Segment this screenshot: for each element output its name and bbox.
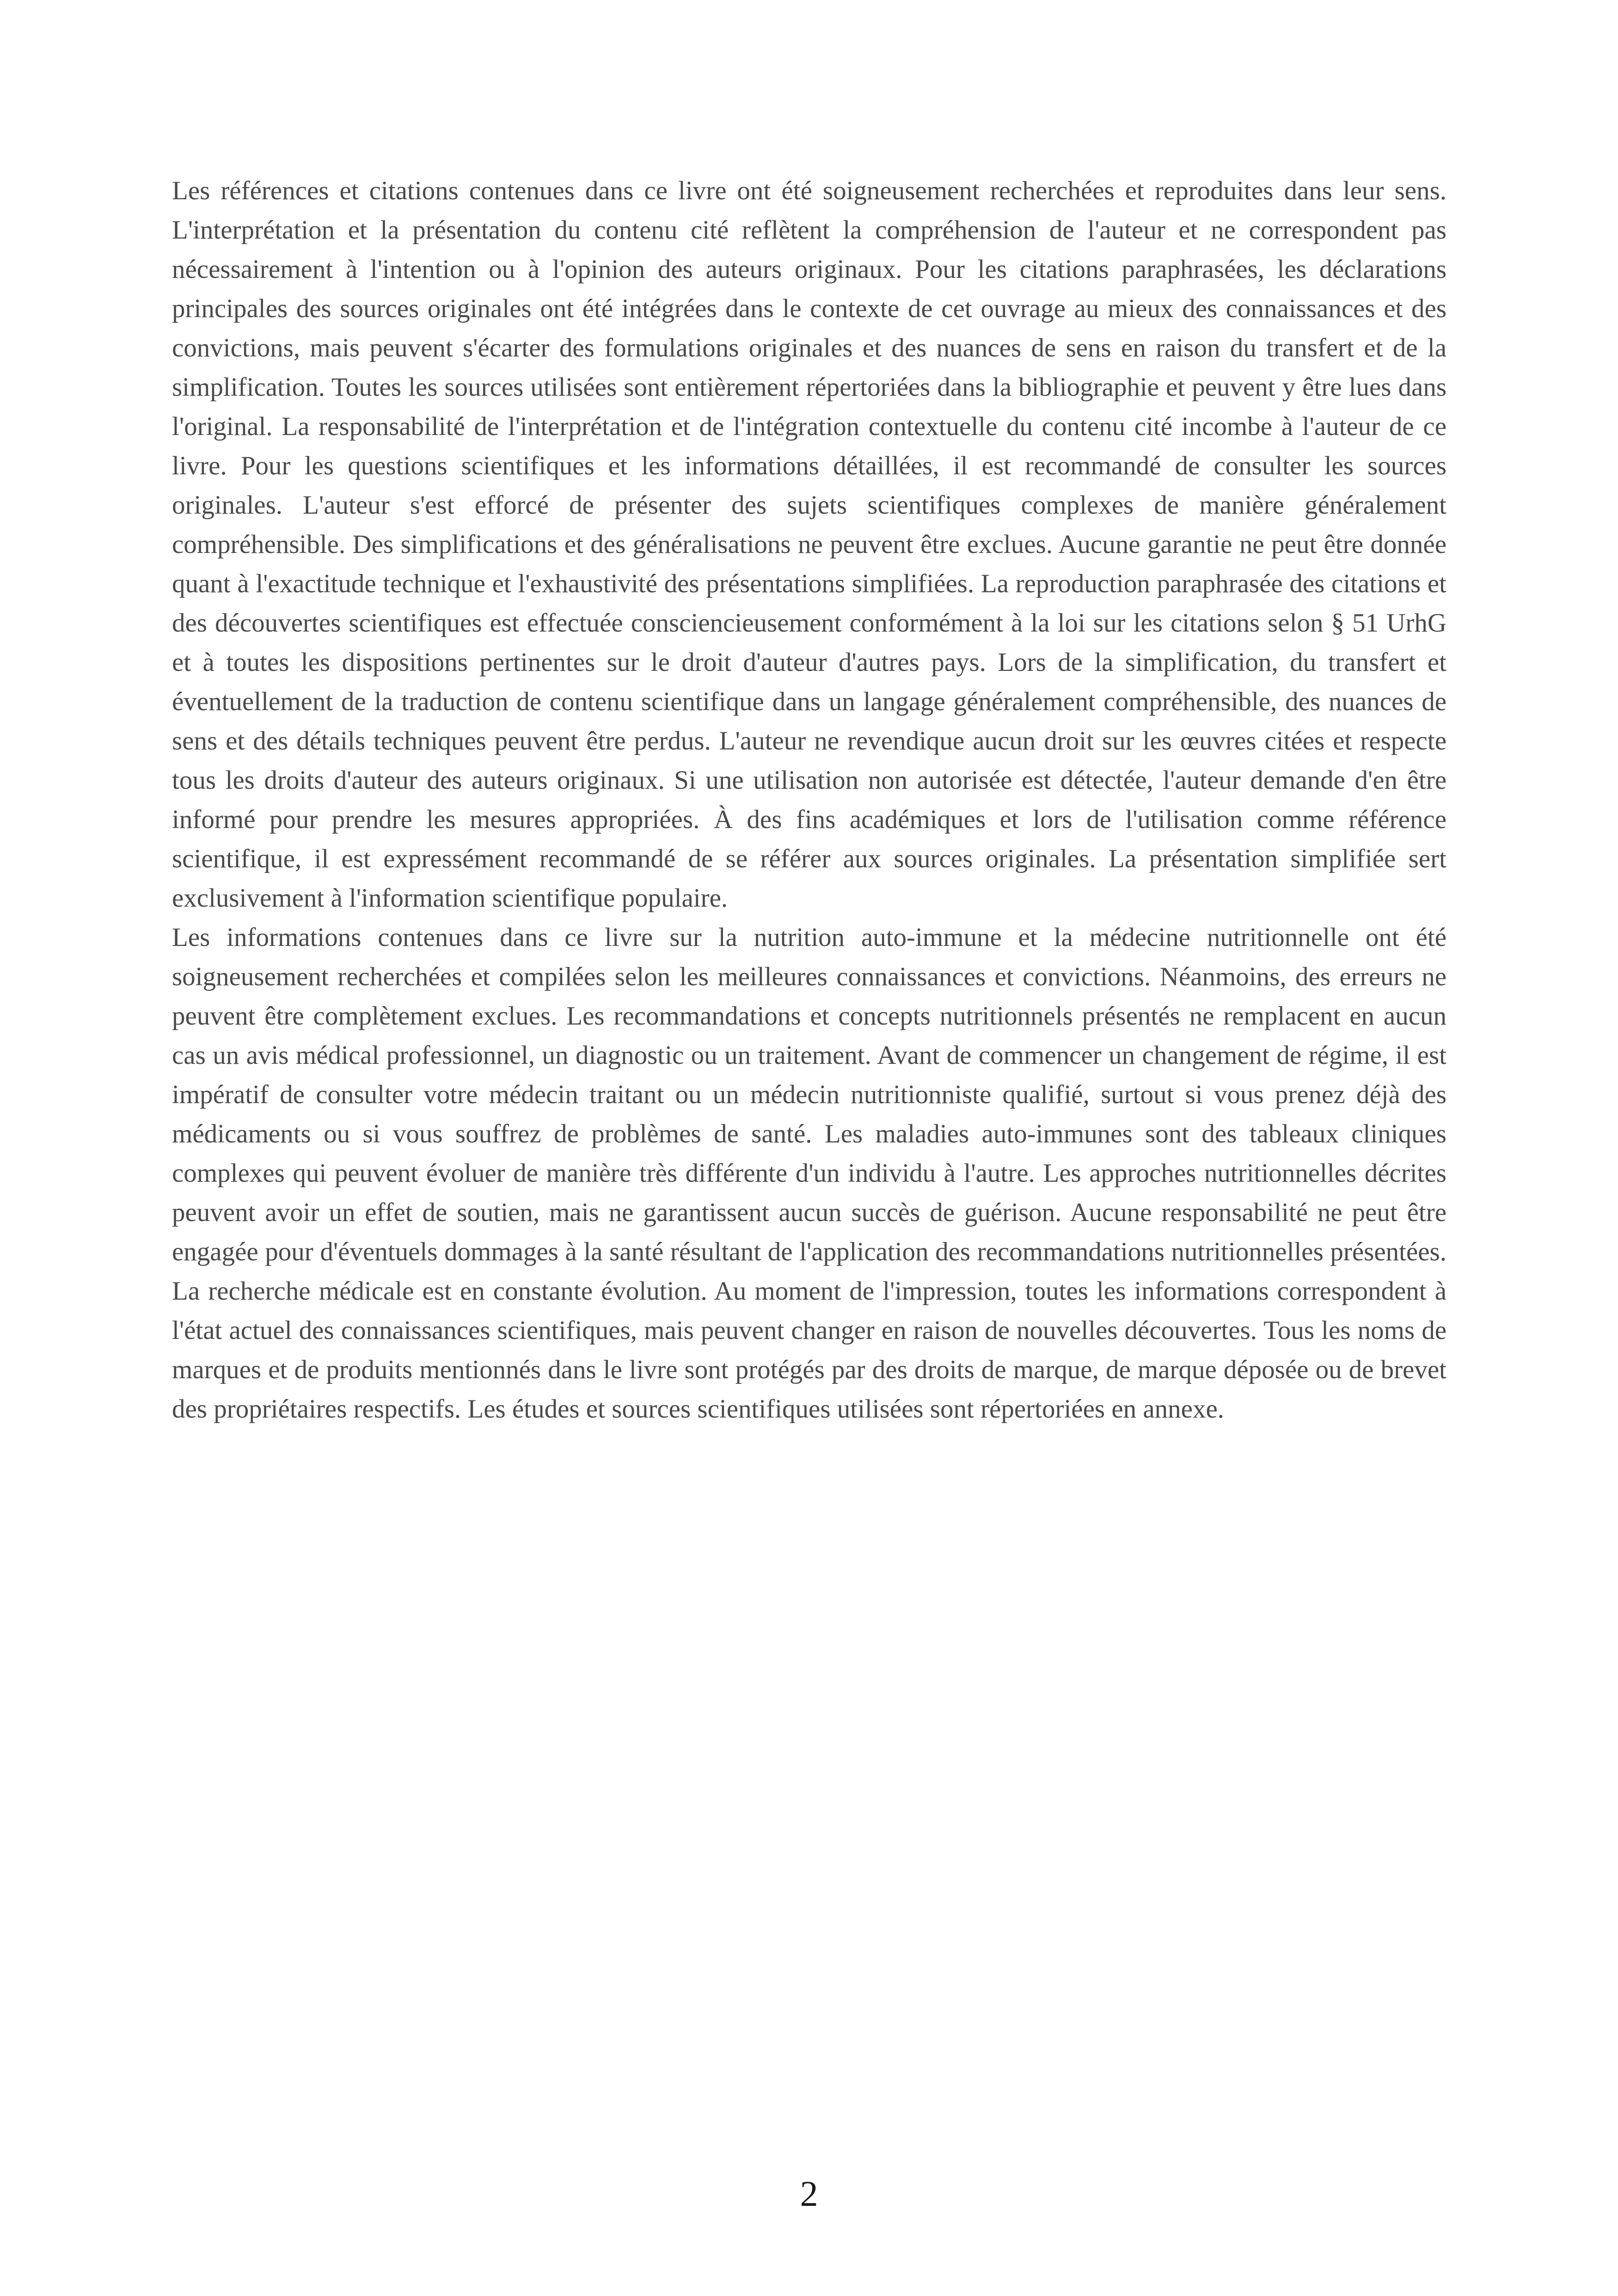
page-number: 2 [800, 2173, 818, 2214]
body-text [172, 171, 1446, 1429]
paragraph-citations-disclaimer: Les références et citations contenues dans ce livre ont été soigneusement recherchées et reproduites dans leur sens. L'interprétation et la présentation du contenu cité reflètent la compréhension de l'auteur et ne correspondent pas nécessairement à l'intention ou à l'opinion des auteurs originaux. Pour les citations paraphrasées, les déclarations principales des sources originales ont été intégrées dans le contexte de cet ouvrage au mieux des connaissances et des convictions, mais peuvent s'écarter des formulations originales et des nuances de sens en raison du transfert et de la simplification. Toutes les sources utilisées sont entièrement répertoriées dans la bibliographie et peuvent y être lues dans l'original. La responsabilité de l'interprétation et de l'intégration contextuelle du contenu cité incombe à l'auteur de ce livre. Pour les questions scientifiques et les informations détaillées, il est recommandé de consulter les sources originales. L'auteur s'est efforcé de présenter des sujets scientifiques complexes de manière généralement compréhensible. Des simplifications et des généralisations ne peuvent être exclues. Aucune garantie ne peut être donnée quant à l'exactitude technique et l'exhaustivité des présentations simplifiées. La reproduction paraphrasée des citations et des découvertes scientifiques est effectuée consciencieusement conformément à la loi sur les citations selon § 51 UrhG et à toutes les dispositions pertinentes sur le droit d'auteur d'autres pays. Lors de la simplification, du transfert et éventuellement de la traduction de contenu scientifique dans un langage généralement compréhensible, des nuances de sens et des détails techniques peuvent être perdus. L'auteur ne revendique aucun droit sur les œuvres citées et respecte tous les droits d'auteur des auteurs originaux. Si une utilisation non autorisée est détectée, l'auteur demande d'en être informé pour prendre les mesures appropriées. À des fins académiques et lors de l'utilisation comme référence scientifique, il est expressément recommandé de se référer aux sources originales. La présentation simplifiée sert exclusivement à l'information scientifique populaire. [172, 176, 1446, 913]
paragraph-nutrition-disclaimer: Les informations contenues dans ce livre sur la nutrition auto-immune et la médecine nutritionnelle ont été soigneusement recherchées et compilées selon les meilleures connaissances et convictions. Néanmoins, des erreurs ne peuvent être complètement exclues. Les recommandations et concepts nutritionnels présentés ne remplacent en aucun cas un avis médical professionnel, un diagnostic ou un traitement. Avant de commencer un changement de régime, il est impératif de consulter votre médecin traitant ou un médecin nutritionniste qualifié, surtout si vous prenez déjà des médicaments ou si vous souffrez de problèmes de santé. Les maladies auto-immunes sont des tableaux cliniques complexes qui peuvent évoluer de manière très différente d'un individu à l'autre. Les approches nutritionnelles décrites peuvent avoir un effet de soutien, mais ne garantissent aucun succès de guérison. Aucune responsabilité ne peut être engagée pour d'éventuels dommages à la santé résultant de l'application des recommandations nutritionnelles présentées. La recherche médicale est en constante évolution. Au moment de l'impression, toutes les informations correspondent à l'état actuel des connaissances scientifiques, mais peuvent changer en raison de nouvelles découvertes. Tous les noms de marques et de produits mentionnés dans le livre sont protégés par des droits de marque, de marque déposée ou de brevet des propriétaires respectifs. Les études et sources scientifiques utilisées sont répertoriées en annexe. [172, 923, 1446, 1424]
